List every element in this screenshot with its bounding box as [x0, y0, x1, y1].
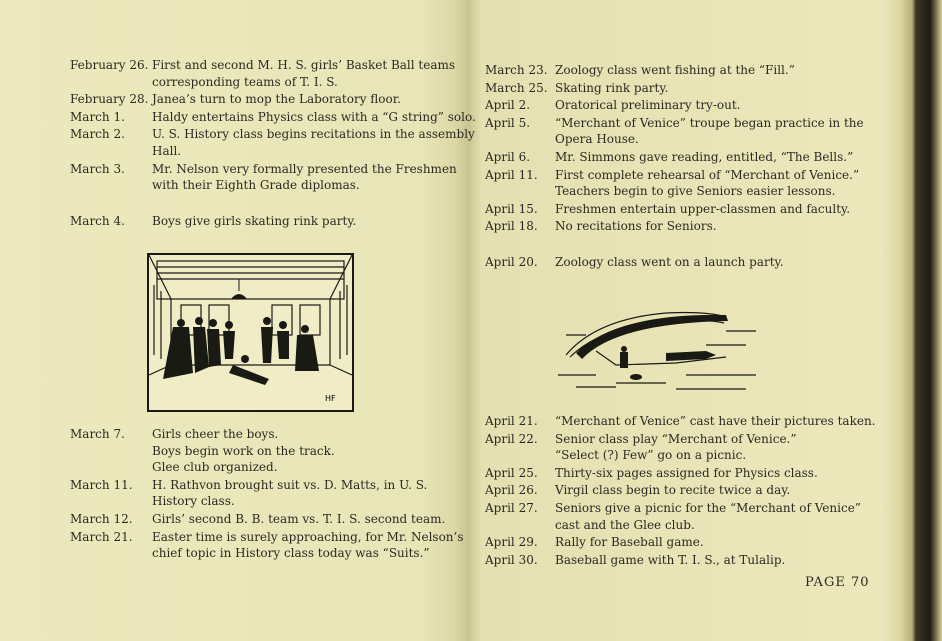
entry-date: March 3. [70, 161, 125, 176]
diary-entry [485, 115, 875, 148]
spacer [70, 195, 460, 213]
right-column [485, 62, 875, 272]
diary-entry [70, 511, 460, 528]
entry-line: chief topic in History class today was “Suits.” [152, 546, 430, 561]
entry-text [555, 167, 875, 200]
entry-line: Baseball game with T. I. S., at Tulalip. [555, 552, 786, 567]
illustration-signature: HF [325, 394, 336, 403]
entry-line: “Merchant of Venice” troupe began practice in the [555, 115, 864, 130]
entry-text [555, 97, 875, 114]
entry-line: Boys begin work on the track. [152, 443, 335, 458]
diary-entry [485, 167, 875, 200]
entry-text [152, 529, 464, 562]
entry-text [555, 534, 875, 551]
diary-entry [485, 500, 875, 533]
entry-date: March 11. [70, 477, 133, 492]
entry-line: Senior class play “Merchant of Venice.” [555, 431, 797, 446]
entry-date: April 11. [485, 167, 538, 182]
diary-entry [485, 97, 875, 114]
entry-line: Mr. Nelson very formally presented the Freshmen [152, 161, 457, 176]
entry-line: Girls cheer the boys. [152, 427, 279, 441]
left-column-bottom [70, 426, 464, 563]
skating-rink-drawing [149, 255, 352, 410]
entry-text [152, 57, 460, 90]
entry-text [555, 254, 875, 271]
diary-entry [485, 431, 875, 464]
entry-line: Zoology class went on a launch party. [555, 254, 784, 269]
entry-line: Janea’s turn to mop the Laboratory floor. [152, 92, 401, 107]
entry-date: April 27. [485, 500, 538, 515]
page-number: PAGE 70 [805, 575, 870, 590]
diary-entry [485, 552, 875, 569]
entry-text [152, 91, 460, 108]
entry-text [152, 426, 460, 476]
diary-entry [70, 126, 475, 159]
entry-text [152, 126, 475, 159]
entry-text [555, 552, 875, 569]
diary-entry [485, 465, 875, 482]
entry-line: Mr. Simmons gave reading, entitled, “The Bells.” [555, 149, 854, 164]
entry-line: Glee club organized. [152, 460, 278, 475]
left-column [70, 57, 476, 230]
entry-line: Boys give girls skating rink party. [152, 213, 357, 228]
right-column-bottom [485, 413, 875, 569]
entry-text [152, 477, 460, 510]
diary-entry [485, 534, 875, 551]
diary-entry [70, 161, 460, 194]
entry-date: April 18. [485, 219, 538, 234]
entry-date: March 12. [70, 511, 133, 526]
entry-date: March 4. [70, 213, 125, 228]
entry-text [152, 109, 476, 126]
entry-text [555, 431, 875, 464]
entry-date: February 26. [70, 58, 149, 72]
diary-entry [70, 91, 460, 108]
entry-line: H. Rathvon brought suit vs. D. Matts, in U. S. [152, 477, 428, 492]
entry-date: March 7. [70, 427, 125, 441]
entry-date: April 25. [485, 465, 538, 480]
diary-entry [70, 529, 464, 562]
entry-date: April 29. [485, 535, 538, 550]
entry-text [555, 413, 876, 430]
entry-date: March 25. [485, 80, 548, 95]
entry-date: February 28. [70, 92, 149, 107]
entry-line: Hall. [152, 143, 182, 158]
entry-line: Girls’ second B. B. team vs. T. I. S. second team. [152, 511, 446, 526]
entry-date: April 20. [485, 254, 538, 269]
skating-rink-illustration [147, 253, 354, 412]
entry-line: Seniors give a picnic for the “Merchant of Venice” [555, 500, 861, 515]
entry-text [555, 62, 875, 79]
diary-entry [485, 482, 875, 499]
entry-line: First and second M. H. S. girls’ Basket Ball teams [152, 58, 456, 72]
entry-text [555, 115, 875, 148]
entry-line: Virgil class begin to recite twice a day. [555, 483, 791, 498]
entry-text [555, 465, 875, 482]
entry-text [555, 482, 875, 499]
entry-date: April 21. [485, 414, 538, 428]
diary-entry [70, 109, 476, 126]
entry-line: “Merchant of Venice” cast have their pictures taken. [555, 414, 876, 428]
entry-date: April 15. [485, 201, 538, 216]
entry-line: History class. [152, 494, 235, 509]
entry-line: U. S. History class begins recitations in the assembly [152, 127, 475, 142]
entry-date: April 22. [485, 431, 538, 446]
entry-date: April 6. [485, 149, 531, 164]
entry-text [555, 201, 875, 218]
diary-entry [485, 254, 875, 271]
launch-party-illustration [556, 305, 761, 400]
entry-line: First complete rehearsal of “Merchant of Venice.” [555, 167, 860, 182]
entry-line: Haldy entertains Physics class with a “G string” solo. [152, 109, 476, 124]
entry-line: Opera House. [555, 132, 639, 147]
entry-date: April 30. [485, 552, 538, 567]
entry-text [555, 149, 875, 166]
diary-entry [70, 57, 460, 90]
diary-entry [70, 213, 460, 230]
diary-entry [485, 218, 875, 235]
entry-text [152, 511, 460, 528]
entry-line: “Select (?) Few” go on a picnic. [555, 448, 747, 463]
entry-date: March 23. [485, 63, 548, 77]
diary-entry [485, 62, 875, 79]
diary-entry [485, 80, 875, 97]
diary-entry [70, 477, 460, 510]
entry-date: April 26. [485, 483, 538, 498]
launch-boat-drawing [556, 305, 761, 400]
entry-text [555, 80, 875, 97]
diary-entry [485, 413, 875, 430]
entry-date: March 21. [70, 529, 133, 544]
entry-line: corresponding teams of T. I. S. [152, 74, 338, 89]
entry-line: Easter time is surely approaching, for Mr. Nelson’s [152, 529, 464, 544]
entry-line: Thirty-six pages assigned for Physics class. [555, 465, 818, 480]
entry-line: Zoology class went fishing at the “Fill.” [555, 63, 795, 77]
diary-entry [485, 201, 875, 218]
entry-line: Oratorical preliminary try-out. [555, 98, 741, 113]
spacer [485, 236, 875, 254]
entry-line: No recitations for Seniors. [555, 219, 717, 234]
entry-date: March 2. [70, 127, 125, 142]
entry-line: Teachers begin to give Seniors easier lessons. [555, 184, 836, 199]
entry-line: with their Eighth Grade diplomas. [152, 178, 360, 193]
entry-line: Rally for Baseball game. [555, 535, 704, 550]
entry-line: Freshmen entertain upper-classmen and faculty. [555, 201, 851, 216]
diary-entry [485, 149, 875, 166]
diary-entry [70, 426, 460, 476]
entry-text [152, 213, 460, 230]
entry-line: Skating rink party. [555, 80, 669, 95]
entry-date: April 5. [485, 115, 531, 130]
entry-text [555, 500, 875, 533]
entry-text [555, 218, 875, 235]
entry-text [152, 161, 460, 194]
entry-date: March 1. [70, 109, 125, 124]
entry-date: April 2. [485, 98, 531, 113]
entry-line: cast and the Glee club. [555, 517, 695, 532]
